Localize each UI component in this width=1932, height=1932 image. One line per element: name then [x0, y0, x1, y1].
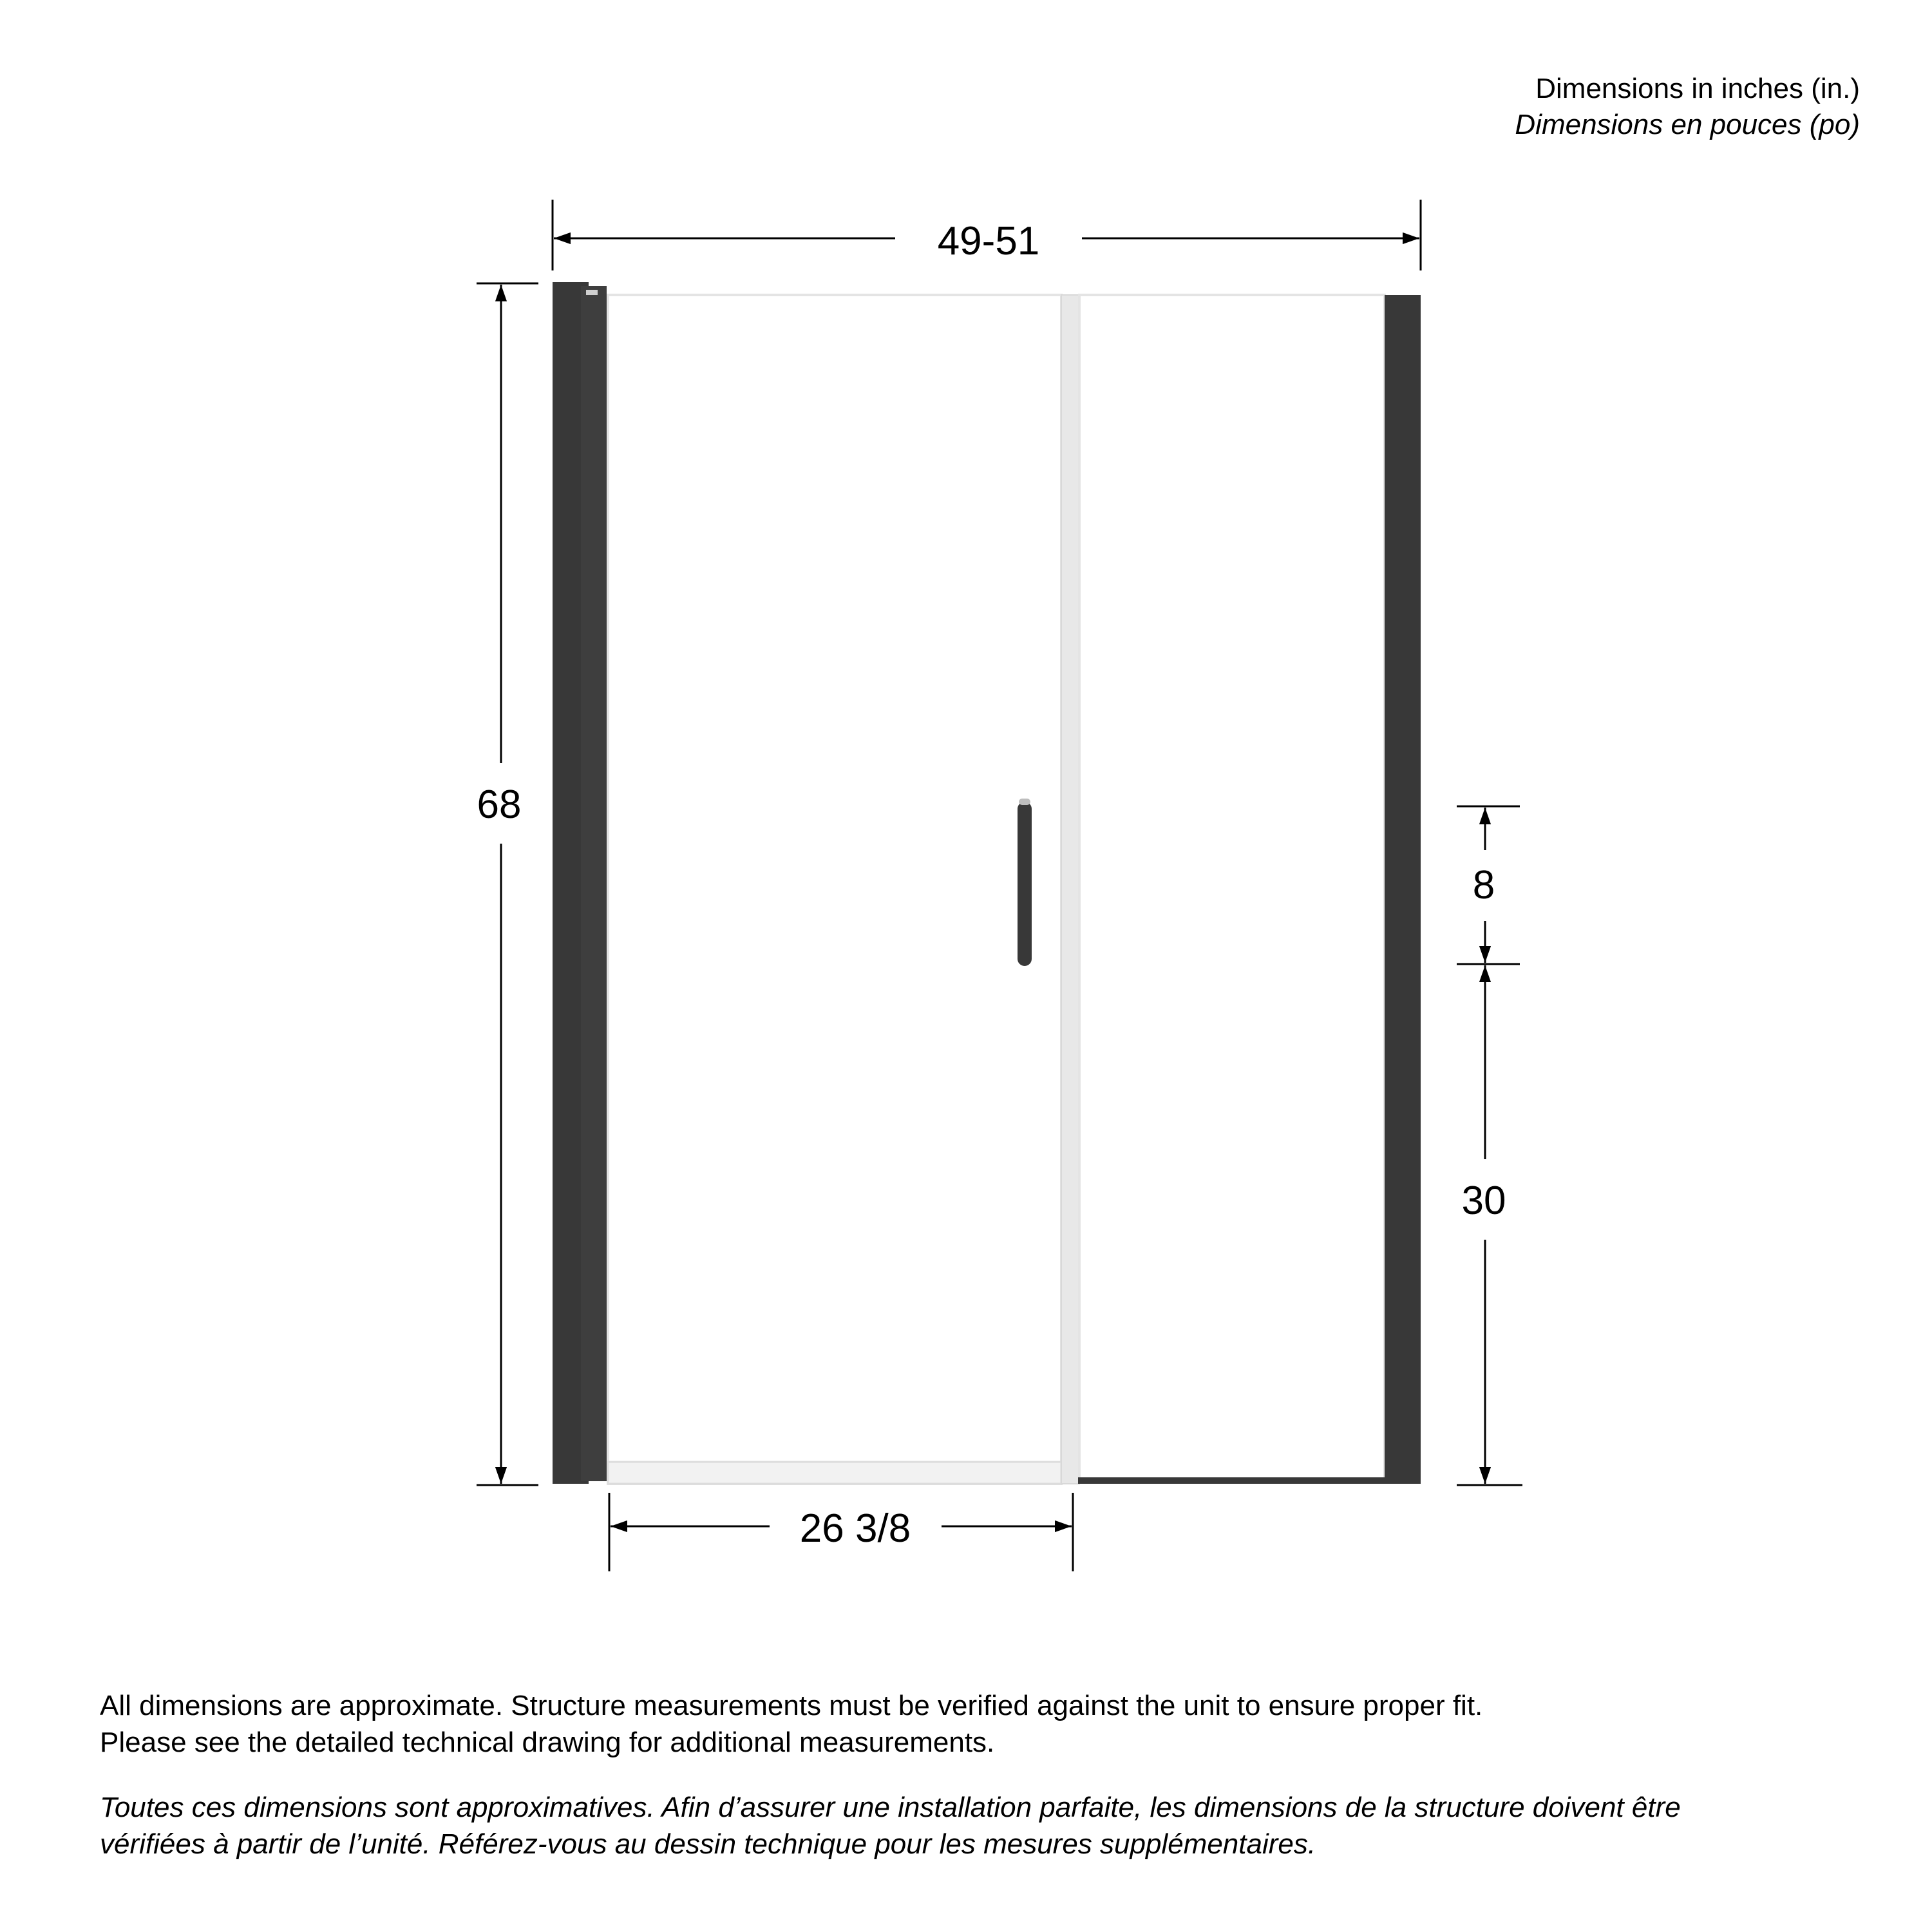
note-french-line-1: Toutes ces dimensions sont approximatives. Afin d’assurer une installation parfaite, les dimensions de la structure doivent être	[100, 1792, 1681, 1823]
door-glass-panel	[608, 295, 1061, 1484]
right-wall-jamb	[1385, 295, 1421, 1484]
units-note-french: Dimensions en pouces (po)	[1515, 109, 1860, 140]
overall-width-label: 49-51	[937, 219, 1040, 263]
units-note-english: Dimensions in inches (in.)	[1535, 73, 1860, 104]
fixed-glass-panel	[1079, 295, 1385, 1480]
door-bottom-sweep	[608, 1462, 1061, 1484]
door-handle	[1018, 802, 1032, 966]
note-english-line-2: Please see the detailed technical drawing for additional measurements.	[100, 1727, 995, 1758]
note-english-line-1: All dimensions are approximate. Structure measurements must be verified against the unit to ensure proper fit.	[100, 1690, 1483, 1721]
handle-dimensions	[1457, 806, 1522, 1485]
shower-door	[553, 282, 1421, 1484]
door-width-label: 26 3/8	[799, 1506, 911, 1551]
door-handle-cap	[1019, 799, 1030, 805]
hinge-channel	[581, 286, 607, 1481]
handle-height-label: 30	[1461, 1179, 1506, 1223]
hinge-detail	[586, 290, 598, 295]
handle-length-label: 8	[1472, 863, 1495, 907]
door-width-dimension	[609, 1493, 1073, 1571]
door-seal	[1061, 295, 1079, 1484]
height-label: 68	[477, 782, 522, 827]
height-dimension	[477, 283, 538, 1485]
fixed-panel-bottom-rail	[1078, 1477, 1385, 1484]
note-french-line-2: vérifiées à partir de l’unité. Référez-vous au dessin technique pour les mesures supplémentaires.	[100, 1828, 1316, 1860]
disclaimer-notes	[100, 1687, 1871, 1862]
overall-width-dimension	[553, 200, 1421, 270]
note-french	[100, 1789, 1871, 1862]
